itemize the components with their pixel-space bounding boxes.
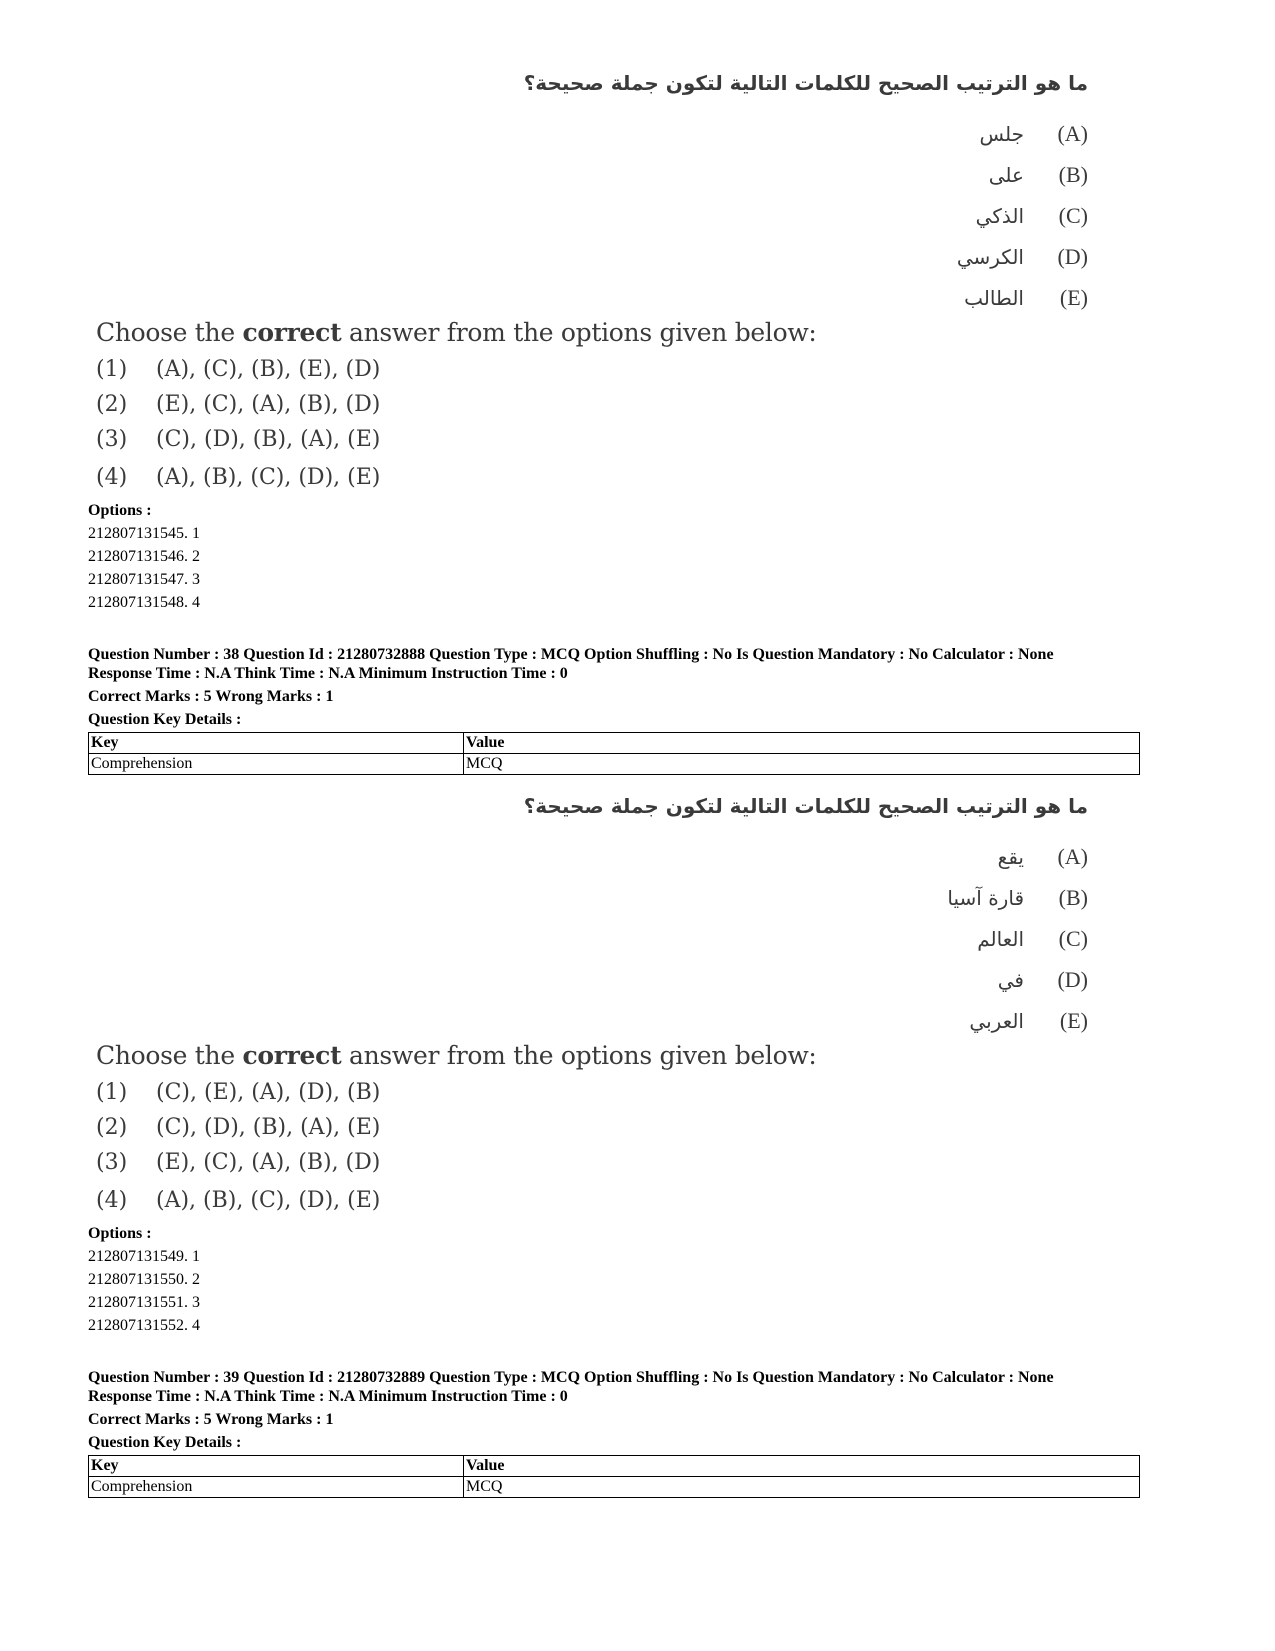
option-item: 212807131545. 1 (88, 525, 200, 542)
arabic-items-list (888, 836, 1088, 1041)
key-details-table (88, 732, 1140, 775)
option-item: 212807131547. 3 (88, 571, 200, 588)
question-image-1 (88, 68, 1088, 498)
arabic-word: الذكي (975, 203, 1024, 228)
table-header-value: Value (464, 733, 1140, 754)
choose-post: answer from the options given below: (341, 318, 817, 347)
answer-number: (1) (96, 357, 128, 382)
question-meta-38 (88, 645, 1148, 731)
arabic-letter: (E) (1059, 284, 1088, 310)
table-row (89, 1477, 1140, 1498)
answer-number: (2) (96, 1115, 128, 1140)
answer-row (96, 352, 380, 387)
arabic-item (888, 236, 1088, 277)
arabic-items-list (888, 113, 1088, 318)
arabic-letter: (B) (1058, 161, 1088, 187)
key-details-label: Question Key Details : (88, 1434, 242, 1451)
option-item: 212807131551. 3 (88, 1294, 200, 1311)
answer-text: (C), (E), (A), (D), (B) (156, 1080, 381, 1105)
answer-text: (A), (B), (C), (D), (E) (156, 1187, 381, 1213)
answer-text: (C), (D), (B), (A), (E) (156, 1115, 381, 1140)
table-header-key: Key (89, 733, 464, 754)
arabic-item (888, 113, 1088, 154)
choose-pre: Choose the (96, 1041, 243, 1070)
arabic-letter: (C) (1058, 202, 1088, 228)
arabic-item (888, 836, 1088, 877)
table-cell-key: Comprehension (89, 1477, 464, 1498)
table-header-value: Value (464, 1456, 1140, 1477)
options-label: Options : (88, 502, 152, 519)
choose-pre: Choose the (96, 318, 243, 347)
arabic-letter: (D) (1057, 243, 1088, 269)
answer-text: (A), (B), (C), (D), (E) (156, 464, 381, 490)
choose-instruction (96, 318, 817, 347)
arabic-letter: (B) (1058, 884, 1088, 910)
arabic-item (888, 195, 1088, 236)
options-section-1 (88, 499, 200, 614)
answer-number: (2) (96, 392, 128, 417)
answer-row (96, 1110, 380, 1145)
arabic-item (888, 918, 1088, 959)
arabic-word: العالم (977, 926, 1024, 951)
answer-text: (A), (C), (B), (E), (D) (156, 357, 381, 382)
key-details-label: Question Key Details : (88, 711, 242, 728)
answer-number: (3) (96, 427, 128, 452)
choose-bold: correct (242, 318, 342, 347)
question-info-line: Question Number : 39 Question Id : 21280732889 Question Type : MCQ Option Shuffling : No Is Question Mandatory : No Calculator : None (88, 1369, 1054, 1386)
arabic-letter: (D) (1057, 966, 1088, 992)
arabic-word: في (997, 967, 1024, 992)
arabic-letter: (C) (1058, 925, 1088, 951)
answer-row (96, 1145, 380, 1180)
marks-line: Correct Marks : 5 Wrong Marks : 1 (88, 1411, 334, 1428)
answer-row (96, 387, 380, 422)
arabic-letter: (A) (1057, 843, 1088, 869)
table-header-row (89, 733, 1140, 754)
choose-instruction (96, 1041, 817, 1070)
answer-number: (4) (96, 1187, 128, 1213)
options-section-2 (88, 1222, 200, 1337)
question-timing-line: Response Time : N.A Think Time : N.A Minimum Instruction Time : 0 (88, 1388, 568, 1405)
option-item: 212807131546. 2 (88, 548, 200, 565)
answer-row (96, 1075, 380, 1110)
answer-list (96, 1075, 380, 1220)
arabic-word: قارة آسيا (947, 885, 1024, 910)
arabic-item (888, 154, 1088, 195)
arabic-item (888, 1000, 1088, 1041)
arabic-item (888, 959, 1088, 1000)
arabic-item (888, 877, 1088, 918)
table-header-row (89, 1456, 1140, 1477)
key-details-table (88, 1455, 1140, 1498)
question-info-line: Question Number : 38 Question Id : 21280732888 Question Type : MCQ Option Shuffling : No Is Question Mandatory : No Calculator : None (88, 646, 1054, 663)
option-item: 212807131548. 4 (88, 594, 200, 611)
arabic-word: الكرسي (956, 244, 1024, 269)
arabic-question: ما هو الترتيب الصحيح للكلمات التالية لتكون جملة صحيحة؟ (523, 794, 1088, 818)
answer-number: (4) (96, 464, 128, 490)
arabic-letter: (E) (1059, 1007, 1088, 1033)
arabic-word: على (988, 162, 1024, 187)
table-cell-value: MCQ (464, 754, 1140, 775)
answer-row (96, 1180, 380, 1220)
answer-row (96, 422, 380, 457)
arabic-word: يقع (997, 844, 1024, 869)
answer-text: (C), (D), (B), (A), (E) (156, 427, 381, 452)
table-cell-value: MCQ (464, 1477, 1140, 1498)
choose-post: answer from the options given below: (341, 1041, 817, 1070)
answer-text: (E), (C), (A), (B), (D) (156, 392, 381, 417)
option-item: 212807131550. 2 (88, 1271, 200, 1288)
arabic-letter: (A) (1057, 120, 1088, 146)
table-row (89, 754, 1140, 775)
answer-number: (1) (96, 1080, 128, 1105)
option-item: 212807131549. 1 (88, 1248, 200, 1265)
answer-list (96, 352, 380, 497)
answer-number: (3) (96, 1150, 128, 1175)
table-cell-key: Comprehension (89, 754, 464, 775)
answer-text: (E), (C), (A), (B), (D) (156, 1150, 381, 1175)
arabic-word: العربي (969, 1008, 1024, 1033)
arabic-item (888, 277, 1088, 318)
arabic-word: جلس (979, 121, 1024, 146)
arabic-word: الطالب (964, 285, 1024, 310)
options-label: Options : (88, 1225, 152, 1242)
question-image-2 (88, 791, 1088, 1221)
choose-bold: correct (242, 1041, 342, 1070)
answer-row (96, 457, 380, 497)
question-timing-line: Response Time : N.A Think Time : N.A Minimum Instruction Time : 0 (88, 665, 568, 682)
option-item: 212807131552. 4 (88, 1317, 200, 1334)
marks-line: Correct Marks : 5 Wrong Marks : 1 (88, 688, 334, 705)
table-header-key: Key (89, 1456, 464, 1477)
arabic-question: ما هو الترتيب الصحيح للكلمات التالية لتكون جملة صحيحة؟ (523, 71, 1088, 95)
question-meta-39 (88, 1368, 1148, 1454)
